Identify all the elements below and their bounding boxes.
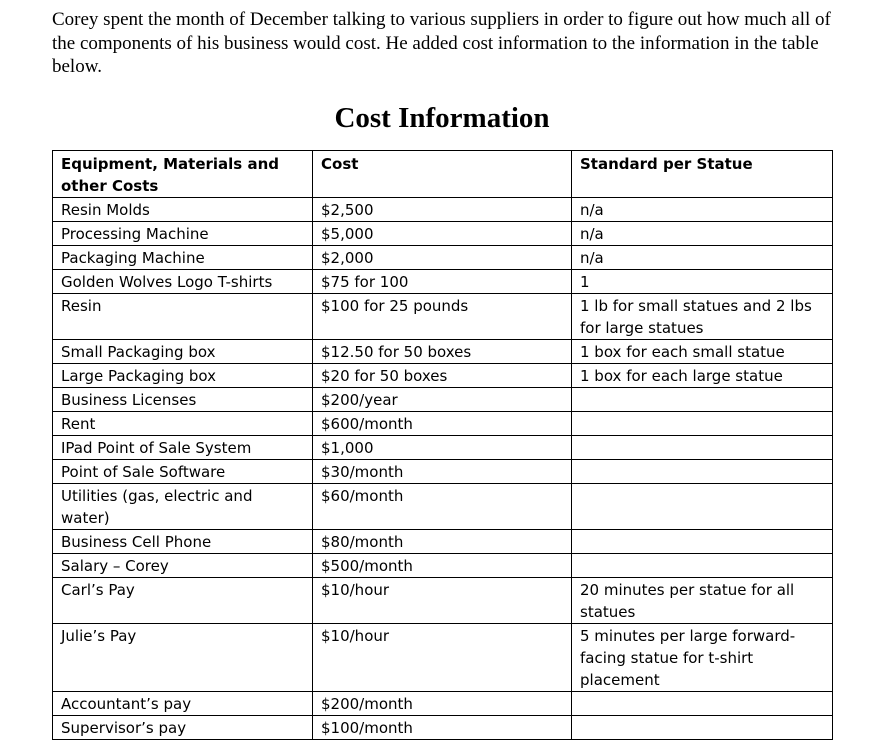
cost-cell: $100/month <box>313 716 572 740</box>
standard-cell: n/a <box>572 246 833 270</box>
item-cell: Resin <box>53 294 313 340</box>
cost-cell: $75 for 100 <box>313 270 572 294</box>
standard-cell: 20 minutes per statue for all statues <box>572 578 833 624</box>
standard-cell <box>572 388 833 412</box>
table-row <box>53 692 833 716</box>
cost-cell: $10/hour <box>313 578 572 624</box>
table-row <box>53 624 833 692</box>
item-cell: Rent <box>53 412 313 436</box>
standard-cell: 1 lb for small statues and 2 lbs for large statues <box>572 294 833 340</box>
cost-cell: $200/month <box>313 692 572 716</box>
table-row <box>53 554 833 578</box>
item-cell: Supervisor’s pay <box>53 716 313 740</box>
cost-cell: $12.50 for 50 boxes <box>313 340 572 364</box>
table-row <box>53 270 833 294</box>
cost-cell: $600/month <box>313 412 572 436</box>
item-cell: IPad Point of Sale System <box>53 436 313 460</box>
standard-cell <box>572 412 833 436</box>
standard-cell <box>572 530 833 554</box>
standard-cell <box>572 554 833 578</box>
cost-cell: $60/month <box>313 484 572 530</box>
cost-cell: $200/year <box>313 388 572 412</box>
cost-cell: $20 for 50 boxes <box>313 364 572 388</box>
header-equipment: Equipment, Materials and other Costs <box>53 151 313 198</box>
intro-paragraph: Corey spent the month of December talking to various suppliers in order to figure out how much all of the components of his business would cost. He added cost information to the information in the table below. <box>52 9 831 77</box>
standard-cell <box>572 716 833 740</box>
standard-cell: n/a <box>572 198 833 222</box>
cost-cell: $5,000 <box>313 222 572 246</box>
table-row <box>53 716 833 740</box>
cost-cell: $2,000 <box>313 246 572 270</box>
table-row <box>53 436 833 460</box>
cost-cell: $1,000 <box>313 436 572 460</box>
table-title: Cost Information <box>334 102 550 134</box>
standard-cell <box>572 484 833 530</box>
item-cell: Salary – Corey <box>53 554 313 578</box>
cost-cell: $100 for 25 pounds <box>313 294 572 340</box>
cost-cell: $500/month <box>313 554 572 578</box>
standard-cell: 1 box for each large statue <box>572 364 833 388</box>
standard-cell: 1 <box>572 270 833 294</box>
item-cell: Carl’s Pay <box>53 578 313 624</box>
standard-cell <box>572 460 833 484</box>
cost-cell: $80/month <box>313 530 572 554</box>
header-standard-per-statue: Standard per Statue <box>572 151 833 198</box>
item-cell: Resin Molds <box>53 198 313 222</box>
item-cell: Utilities (gas, electric and water) <box>53 484 313 530</box>
item-cell: Large Packaging box <box>53 364 313 388</box>
item-cell: Business Cell Phone <box>53 530 313 554</box>
standard-cell: n/a <box>572 222 833 246</box>
table-row <box>53 484 833 530</box>
item-cell: Small Packaging box <box>53 340 313 364</box>
table-row <box>53 530 833 554</box>
standard-cell <box>572 692 833 716</box>
cost-cell: $2,500 <box>313 198 572 222</box>
table-row <box>53 460 833 484</box>
cost-cell: $30/month <box>313 460 572 484</box>
table-header-row <box>53 151 833 198</box>
standard-cell <box>572 436 833 460</box>
cost-information-table <box>52 150 833 740</box>
table-row <box>53 340 833 364</box>
item-cell: Business Licenses <box>53 388 313 412</box>
table-row <box>53 412 833 436</box>
table-row <box>53 364 833 388</box>
table-row <box>53 294 833 340</box>
table-row <box>53 198 833 222</box>
cost-cell: $10/hour <box>313 624 572 692</box>
table-row <box>53 222 833 246</box>
item-cell: Point of Sale Software <box>53 460 313 484</box>
item-cell: Julie’s Pay <box>53 624 313 692</box>
standard-cell: 5 minutes per large forward-facing statue for t-shirt placement <box>572 624 833 692</box>
table-row <box>53 246 833 270</box>
item-cell: Accountant’s pay <box>53 692 313 716</box>
item-cell: Processing Machine <box>53 222 313 246</box>
standard-cell: 1 box for each small statue <box>572 340 833 364</box>
table-row <box>53 578 833 624</box>
item-cell: Packaging Machine <box>53 246 313 270</box>
table-row <box>53 388 833 412</box>
header-cost: Cost <box>313 151 572 198</box>
item-cell: Golden Wolves Logo T-shirts <box>53 270 313 294</box>
